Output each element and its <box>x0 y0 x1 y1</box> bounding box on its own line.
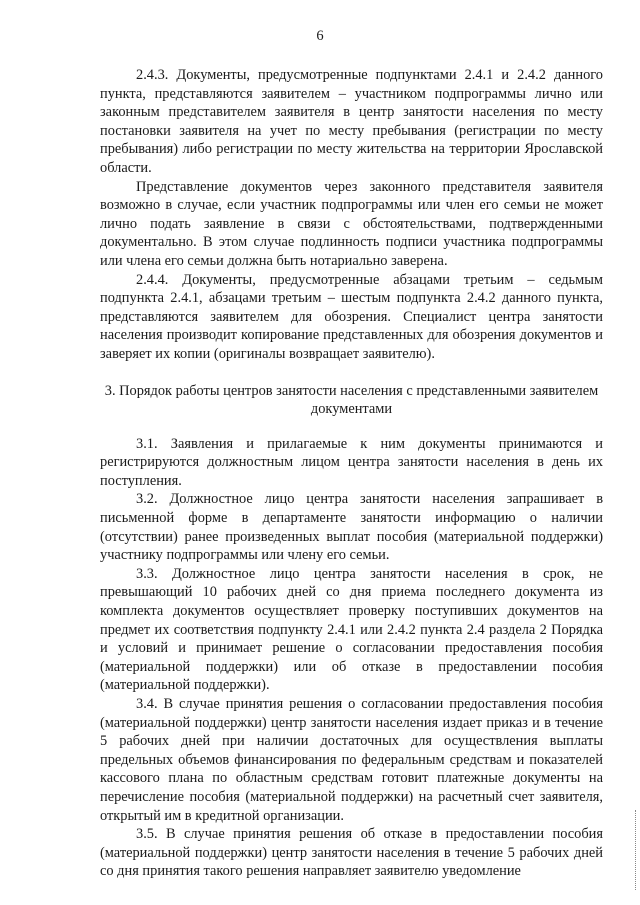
paragraph-2-4-4: 2.4.4. Документы, предусмотренные абзацами третьим – седьмым подпункта 2.4.1, абзацами третьим – шестым подпункта 2.4.2 данного пункта, представляются заявителем для обозрения. Специалист центра занятости населения производит копирование представленных для обозрения документов и заверяет их копии (оригиналы возвращает заявителю). <box>100 271 603 362</box>
paragraph-2-4-3: 2.4.3. Документы, предусмотренные подпунктами 2.4.1 и 2.4.2 данного пункта, представляются заявителем – участником подпрограммы лично или законным представителем заявителя в центр занятости населения по месту постановки заявителя на учет по месту пребывания (регистрации по месту пребывания) либо регистрации по месту жительства на территории Ярославской области. <box>100 67 603 176</box>
scan-edge-mark <box>629 810 636 890</box>
paragraph-3-5: 3.5. В случае принятия решения об отказе в предоставлении пособия (материальной поддержки) центр занятости населения в течение 5 рабочих дней со дня принятия такого решения направляет заявителю уведомление <box>100 826 603 880</box>
paragraph-3-3: 3.3. Должностное лицо центра занятости населения в срок, не превышающий 10 рабочих дней со дня приема последнего документа из комплекта документов осуществляет проверку поступивших документов на предмет их соответствия подпункту 2.4.1 или 2.4.2 пункта 2.4 раздела 2 Порядка и условий и принимает решение о согласовании предоставления пособия (материальной поддержки) или об отказе в предоставлении пособия (материальной поддержки). <box>100 565 603 694</box>
paragraph-3-2: 3.2. Должностное лицо центра занятости населения запрашивает в письменной форме в департаменте занятости информацию о наличии (отсутствии) ранее произведенных выплат пособия (материальной поддержки) участнику подпрограммы или члену его семьи. <box>100 491 603 564</box>
document-body <box>100 66 603 881</box>
paragraph-representative: Представление документов через законного представителя заявителя возможно в случае, если участник подпрограммы или член его семьи не может лично подать заявление в связи с обстоятельствами, подтвержденными документально. В этом случае подлинность подписи участника подпрограммы или члена его семьи должна быть нотариально заверена. <box>100 178 603 269</box>
paragraph-3-4: 3.4. В случае принятия решения о согласовании предоставления пособия (материальной поддержки) центр занятости населения издает приказ и в течение 5 рабочих дней при наличии достаточных для осуществления выплаты предельных объемов финансирования по федеральным средствам и показателей кассового плана по областным средствам готовит платежные документы на перечисление пособия (материальной поддержки) на расчетный счет заявителя, открытый им в кредитной организации. <box>100 696 603 824</box>
paragraph-3-1: 3.1. Заявления и прилагаемые к ним документы принимаются и регистрируются должностным лицом центра занятости населения в день их поступления. <box>100 435 603 489</box>
section-heading-3: 3. Порядок работы центров занятости населения с представленными заявителем документами <box>104 382 599 418</box>
page-number: 6 <box>316 28 324 44</box>
